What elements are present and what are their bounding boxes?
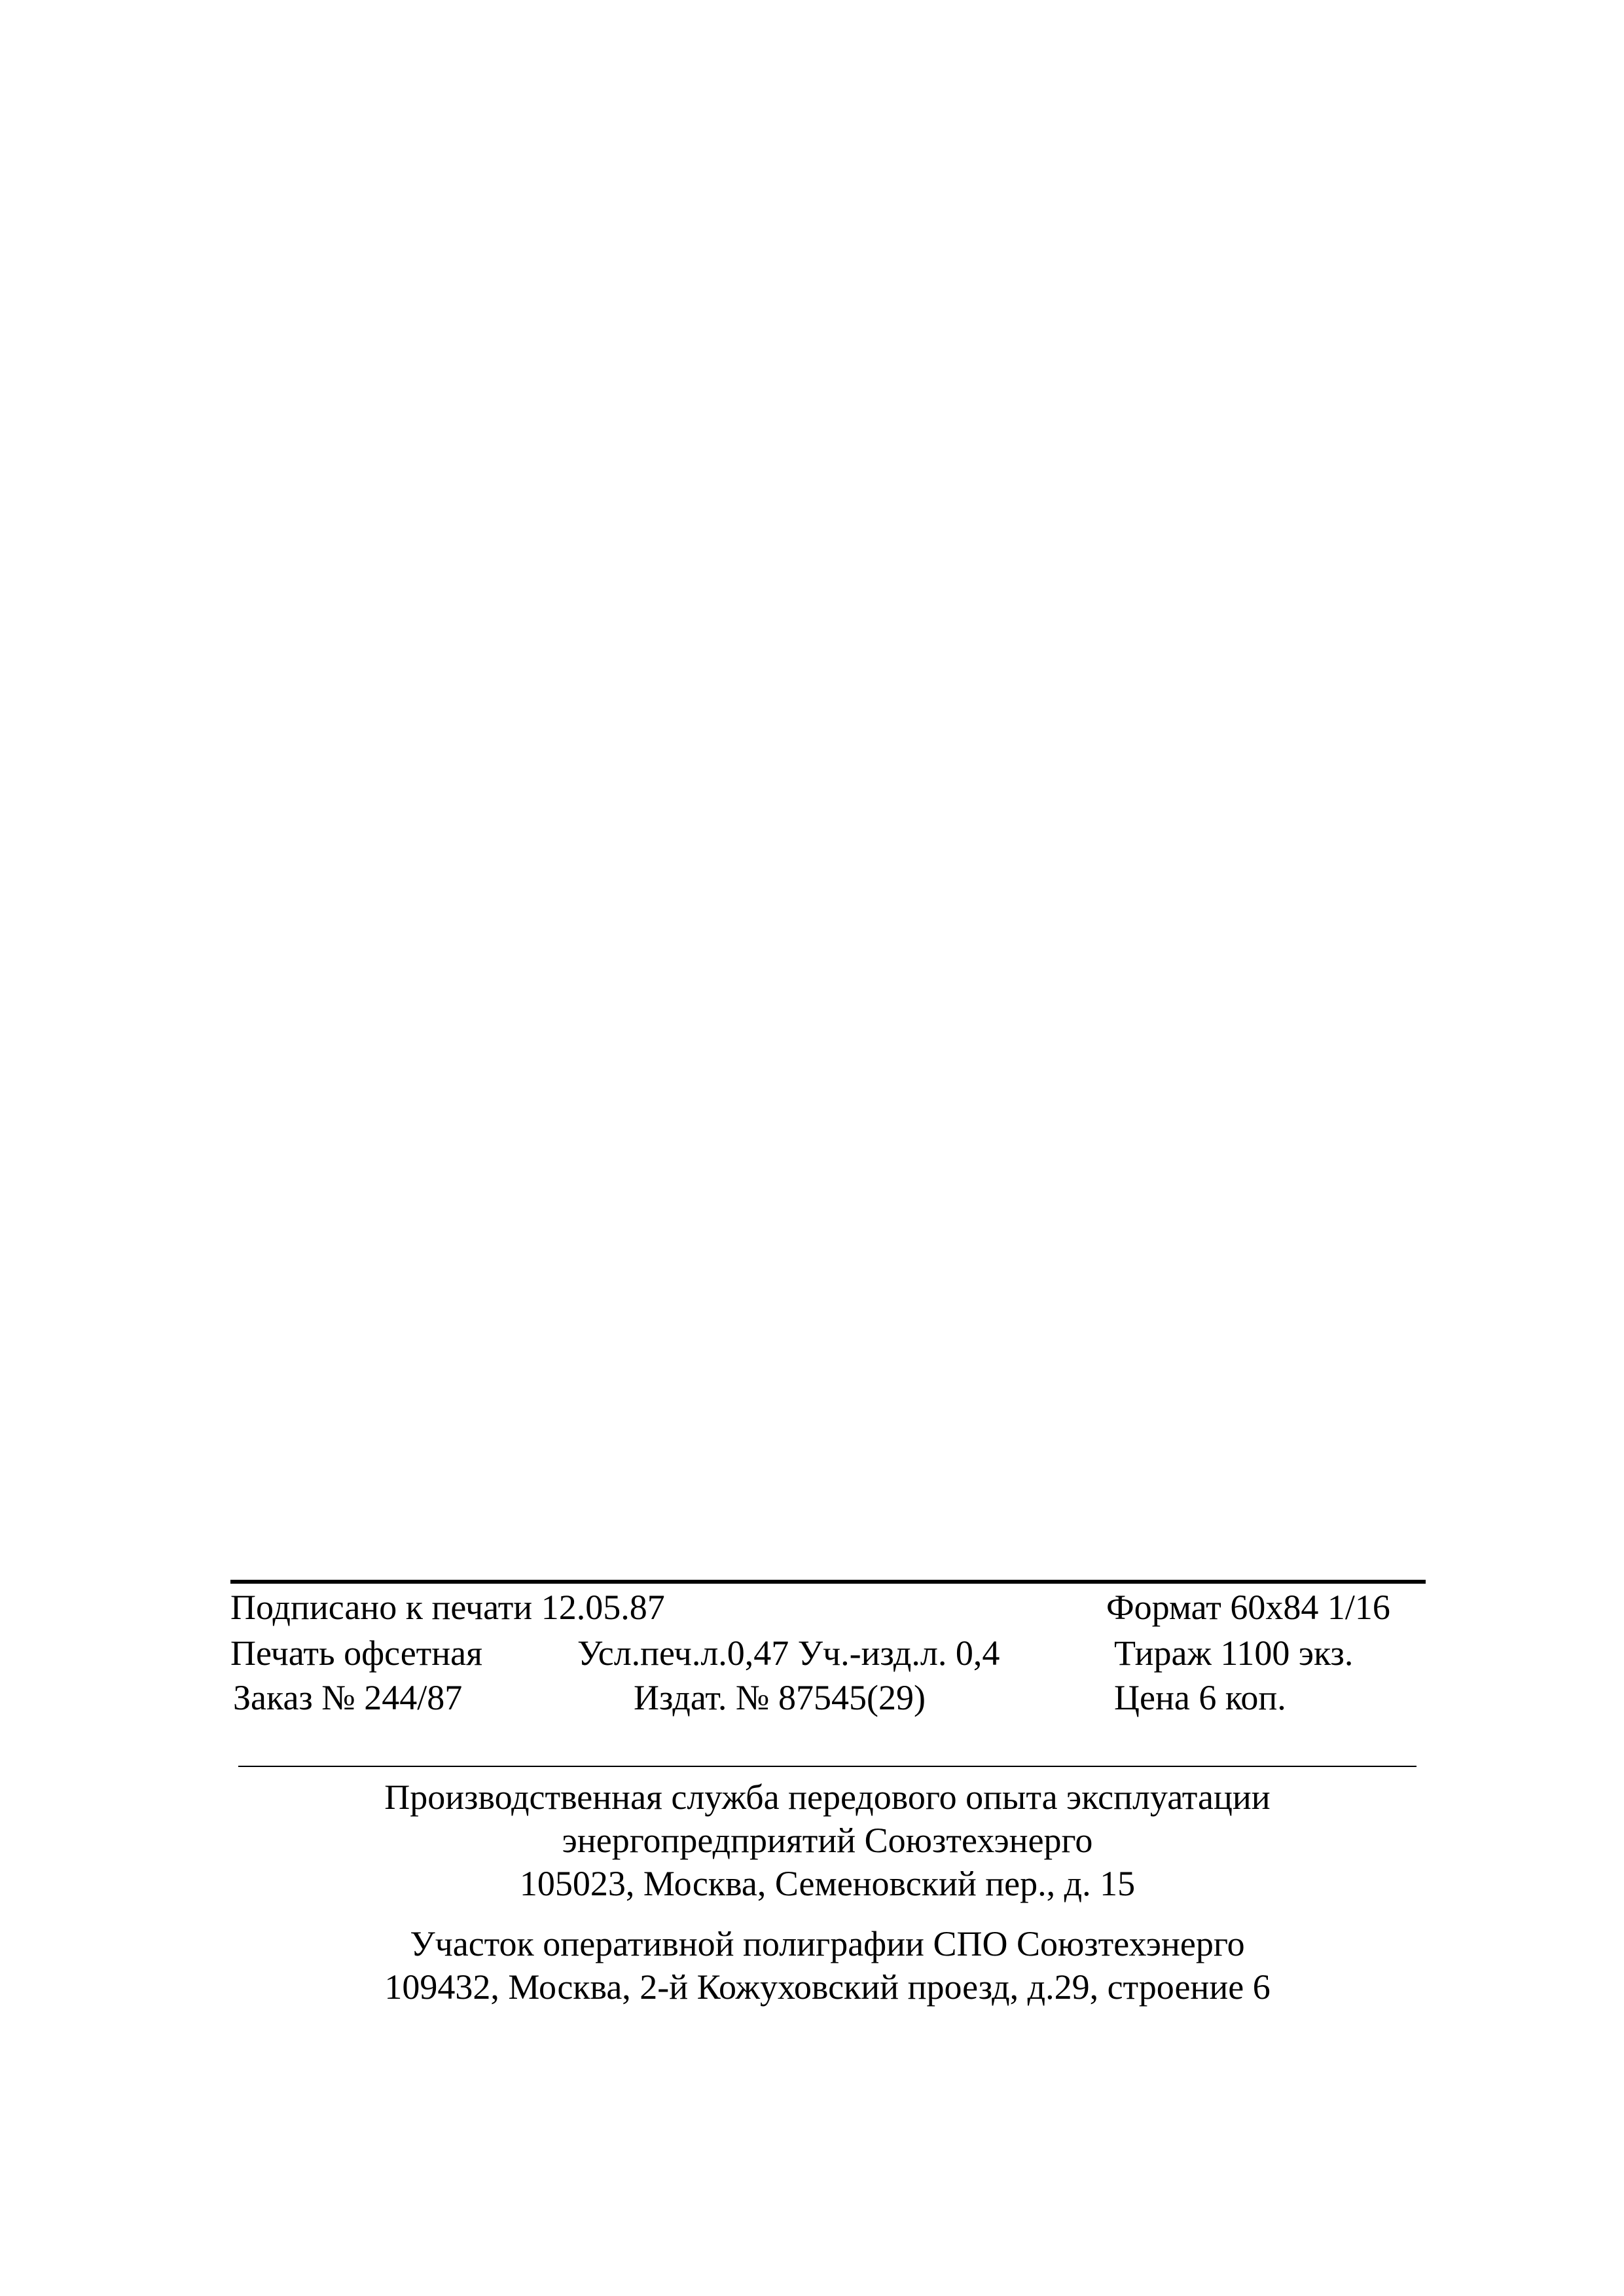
signed-for-print: Подписано к печати 12.05.87 [230, 1588, 665, 1627]
circulation: Тираж 1100 экз. [1114, 1633, 1354, 1673]
price: Цена 6 коп. [1114, 1678, 1286, 1717]
publisher-line-2: энергопредприятий Союзтехэнерго [562, 1821, 1093, 1860]
order-number: Заказ № 244/87 [233, 1678, 463, 1717]
publication-number: Издат. № 87545(29) [634, 1678, 926, 1717]
print-type: Печать офсетная [230, 1633, 482, 1673]
format: Формат 60x84 1/16 [1106, 1588, 1390, 1627]
printer-block [238, 1922, 1416, 2009]
divider-rule [238, 1766, 1416, 1767]
printer-line-1: Участок оперативной полиграфии СПО Союзтехэнерго [410, 1924, 1245, 1963]
publisher-block [238, 1776, 1416, 1905]
top-rule [230, 1580, 1426, 1584]
publisher-line-3: 105023, Москва, Семеновский пер., д. 15 [519, 1864, 1136, 1903]
publisher-line-1: Производственная служба передового опыта эксплуатации [384, 1777, 1271, 1817]
printer-line-2: 109432, Москва, 2-й Кожуховский проезд, д.29, строение 6 [384, 1967, 1271, 2007]
sheets: Усл.печ.л.0,47 Уч.-изд.л. 0,4 [577, 1633, 1000, 1673]
